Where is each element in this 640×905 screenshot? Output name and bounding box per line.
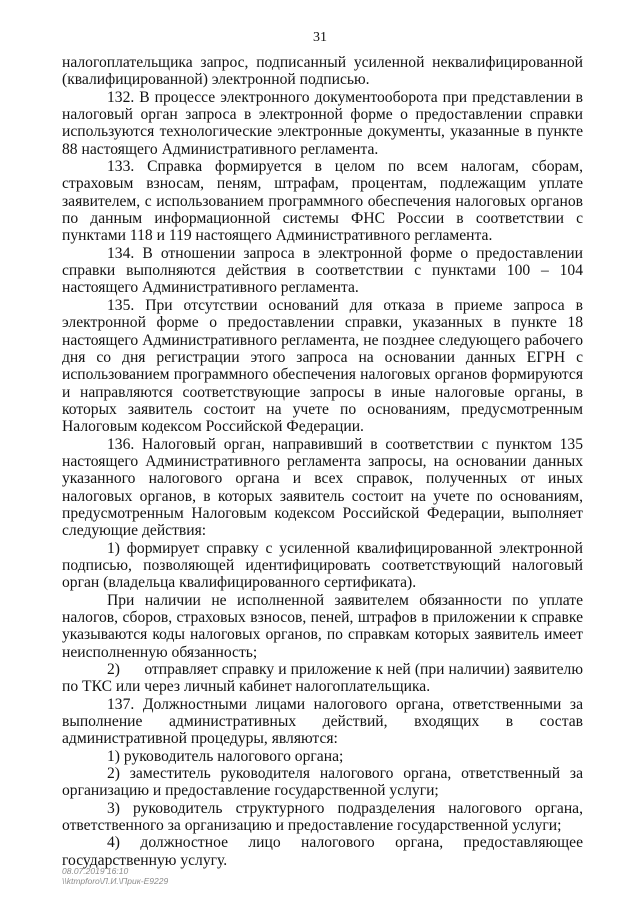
paragraph-continuation: налогоплательщика запрос, подписанный усиленной неквалифицированной (квалифицированной) электронной подписью. — [62, 54, 583, 89]
paragraph-134: 134. В отношении запроса в электронной форме о предоставлении справки выполняются действия в соответствии с пунктами 100 – 104 настоящего Административного регламента. — [62, 244, 583, 297]
page-number: 31 — [313, 30, 327, 45]
paragraph-136-item-1-note: При наличии не исполненной заявителем обязанности по уплате налогов, сборов, страховых взносов, пеней, штрафов в приложении к справке указываются коды налоговых органов, по справкам которых заявитель имеет неисполненную обязанность; — [62, 591, 583, 661]
footer-file-path: \\ktmpforo\Л.И.\Прик-Е9229 — [62, 876, 169, 886]
paragraph-133: 133. Справка формируется в целом по всем налогам, сборам, страховым взносам, пеням, штрафам, процентам, подлежащим уплате заявителем, с использованием программного обеспечения налоговых органов по данным информационной системы ФНС России в соответствии с пунктами 118 и 119 настоящего Административного регламента. — [62, 158, 583, 245]
paragraph-132: 132. В процессе электронного документооборота при представлении в налоговый орган запроса в электронной форме о предоставлении справки используются технологические электронные документы, указанные в пункте 88 настоящего Административного регламента. — [62, 88, 583, 158]
document-footer — [62, 866, 168, 886]
paragraph-136: 136. Налоговый орган, направивший в соответствии с пунктом 135 настоящего Административного регламента запросы, на основании данных указанного налогового органа и всех справок, полученных от иных налоговых органов, в которых заявитель состоит на учете по основаниям, предусмотренным Налоговым кодексом Российской Федерации, выполняет следующие действия: — [62, 435, 583, 540]
footer-timestamp: 08.07.2019 16:10 — [62, 866, 129, 876]
paragraph-137: 137. Должностными лицами налогового органа, ответственными за выполнение административных действий, входящих в состав административной процедуры, являются: — [62, 695, 583, 748]
document-body — [62, 54, 587, 869]
paragraph-137-item-3: 3) руководитель структурного подразделения налогового органа, ответственного за организацию и предоставление государственной услуги; — [62, 799, 583, 835]
paragraph-137-item-4: 4) должностное лицо налогового органа, предоставляющее государственную услугу. — [62, 834, 583, 869]
paragraph-136-item-1: 1) формирует справку с усиленной квалифицированной электронной подписью, позволяющей идентифицировать соответствующий налоговый орган (владельца квалифицированного сертификата). — [62, 539, 583, 592]
paragraph-135: 135. При отсутствии оснований для отказа в приеме запроса в электронной форме о предоставлении справки, указанных в пункте 18 настоящего Административного регламента, не позднее следующего рабочего дня со дня регистрации этого запроса на основании данных ЕГРН с использованием программного обеспечения налоговых органов формируются и направляются соответствующие запросы в иные налоговые органы, в которых заявитель состоит на учете по основаниям, предусмотренным Налоговым кодексом Российской Федерации. — [62, 296, 583, 436]
paragraph-137-item-2: 2) заместитель руководителя налогового органа, ответственный за организацию и предоставление государственной услуги; — [62, 765, 583, 800]
paragraph-136-item-2: 2) отправляет справку и приложение к ней (при наличии) заявителю по ТКС или через личный кабинет налогоплательщика. — [62, 661, 587, 696]
paragraph-137-item-1: 1) руководитель налогового органа; — [107, 747, 344, 765]
